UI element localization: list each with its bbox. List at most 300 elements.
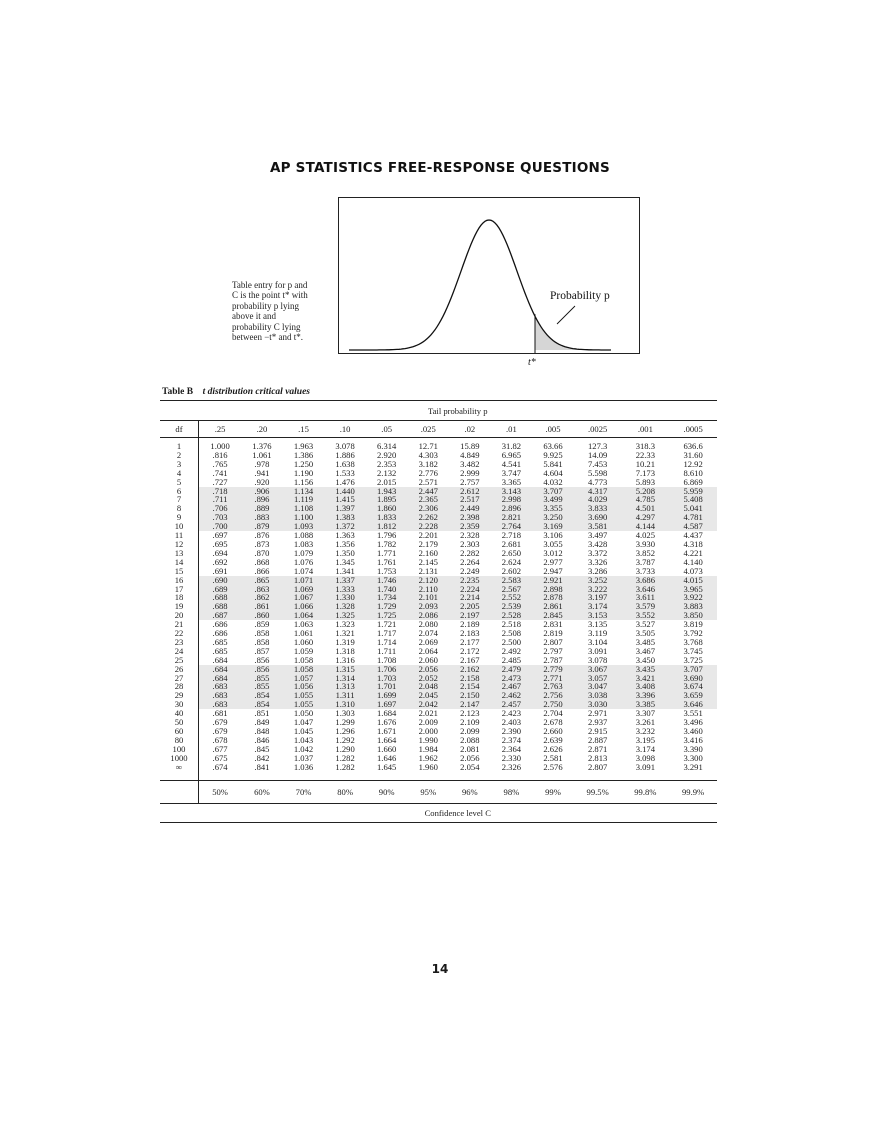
critical-value-cell: 1.067 [283, 593, 325, 602]
critical-value-cell: 1.415 [324, 495, 366, 504]
critical-value-cell: 1.064 [283, 611, 325, 620]
critical-value-cell: 1.703 [366, 674, 408, 683]
critical-value-cell: 2.080 [418, 619, 438, 630]
table-row [160, 451, 717, 460]
critical-value-cell: 1.079 [293, 547, 314, 558]
critical-value-cell: 1.074 [293, 565, 314, 576]
critical-value-cell: 1.319 [335, 636, 355, 647]
table-row [160, 504, 717, 513]
critical-value-cell: 3.527 [635, 619, 656, 630]
critical-value-cell: .862 [241, 593, 283, 602]
critical-value-cell: 3.930 [635, 538, 656, 549]
critical-value-cell: 3.833 [574, 504, 622, 513]
table-row [160, 656, 717, 665]
critical-value-cell: 2.249 [460, 565, 480, 576]
critical-value-cell: 2.920 [377, 449, 397, 460]
critical-value-cell: 1.345 [335, 556, 355, 567]
critical-value-cell: 3.396 [622, 691, 670, 700]
critical-value-cell: 3.135 [587, 619, 608, 630]
critical-value-cell: 3.078 [587, 654, 608, 665]
critical-value-cell: 2.150 [449, 691, 491, 700]
critical-value-cell: 3.106 [543, 530, 563, 541]
critical-value-cell: 2.797 [543, 645, 563, 656]
critical-value-cell: 3.883 [669, 602, 717, 611]
df-cell: 17 [160, 585, 199, 594]
tail-probability-header: .25 [199, 421, 242, 438]
critical-value-cell: 3.747 [501, 467, 522, 478]
critical-value-cell: .684 [212, 654, 228, 665]
critical-value-cell: 2.898 [532, 585, 574, 594]
critical-value-cell: 2.009 [418, 717, 438, 728]
critical-value-cell: 2.718 [501, 530, 522, 541]
critical-value-cell: 2.896 [491, 504, 533, 513]
critical-value-cell: 3.551 [683, 708, 703, 719]
t-distribution-table [160, 400, 717, 823]
critical-value-cell: 2.887 [587, 734, 608, 745]
critical-value-cell: 1.047 [293, 717, 314, 728]
critical-value-cell: 2.449 [449, 504, 491, 513]
critical-value-cell: 1.984 [418, 743, 438, 754]
critical-value-cell: 3.286 [587, 565, 608, 576]
critical-value-cell: .674 [212, 761, 228, 772]
critical-value-cell: 1.316 [335, 654, 355, 665]
critical-value-cell: 2.086 [407, 611, 449, 620]
critical-value-cell: 2.390 [501, 726, 522, 736]
critical-value-cell: .675 [212, 752, 228, 763]
critical-value-cell: 1.895 [366, 495, 408, 504]
critical-value-cell: 2.602 [501, 565, 522, 576]
df-cell: ∞ [160, 763, 199, 780]
page-number: 14 [431, 962, 449, 976]
critical-value-cell: 31.60 [683, 449, 703, 460]
critical-value-cell: 2.485 [501, 654, 522, 665]
df-cell: 24 [160, 647, 199, 656]
critical-value-cell: 1.697 [366, 700, 408, 709]
critical-value-cell: 1.055 [283, 700, 325, 709]
df-cell: 27 [160, 674, 199, 683]
caption-line: probability p lying [232, 300, 299, 311]
critical-value-cell: 4.032 [543, 476, 563, 487]
critical-value-cell: 3.416 [683, 734, 703, 745]
critical-value-cell: .700 [199, 522, 242, 531]
caption-line: Table entry for p and [232, 280, 308, 290]
critical-value-cell: 1.376 [252, 441, 272, 451]
critical-value-cell: .845 [254, 743, 270, 754]
critical-value-cell: 2.583 [491, 576, 533, 585]
critical-value-cell: 5.893 [635, 476, 656, 487]
critical-value-cell: 4.025 [635, 530, 656, 541]
critical-value-cell: 2.576 [543, 761, 563, 772]
critical-value-cell: 2.056 [407, 665, 449, 674]
critical-value-cell: .681 [212, 708, 228, 719]
critical-value-cell: 3.252 [574, 576, 622, 585]
critical-value-cell: 2.500 [501, 636, 522, 647]
critical-value-cell: 1.093 [283, 522, 325, 531]
table-row [160, 478, 717, 487]
probability-label: Probability p [550, 290, 610, 302]
critical-value-cell: 2.282 [460, 547, 480, 558]
df-cell: 50 [160, 718, 199, 727]
critical-value-cell: .683 [199, 682, 242, 691]
critical-value-cell: .688 [199, 593, 242, 602]
tail-probability-header: .15 [283, 421, 325, 438]
critical-value-cell: 5.841 [543, 458, 563, 469]
critical-value-cell: 1.076 [293, 556, 314, 567]
critical-value-cell: 1.313 [324, 682, 366, 691]
confidence-level-cell: 50% [199, 780, 242, 803]
critical-value-cell: 3.965 [669, 585, 717, 594]
critical-value-cell: 1.533 [335, 467, 355, 478]
critical-value-cell: 2.081 [460, 743, 480, 754]
critical-value-cell: 2.177 [460, 636, 480, 647]
critical-value-cell: 1.100 [283, 513, 325, 522]
critical-value-cell: 2.052 [407, 674, 449, 683]
critical-value-cell: 2.467 [491, 682, 533, 691]
critical-value-cell: .692 [212, 556, 228, 567]
df-cell: 30 [160, 700, 199, 709]
critical-value-cell: .842 [254, 752, 270, 763]
critical-value-cell: 1.330 [324, 593, 366, 602]
critical-value-cell: 2.518 [501, 619, 522, 630]
critical-value-cell: 8.610 [683, 467, 703, 478]
critical-value-cell: 1.156 [293, 476, 314, 487]
critical-value-cell: 2.624 [501, 556, 522, 567]
df-cell: 4 [160, 469, 199, 478]
critical-value-cell: 2.763 [532, 682, 574, 691]
critical-value-cell: 7.453 [587, 458, 608, 469]
df-cell: 8 [160, 504, 199, 513]
critical-value-cell: 1.061 [293, 628, 314, 639]
critical-value-cell: 3.355 [532, 504, 574, 513]
critical-value-cell: .689 [199, 585, 242, 594]
table-row [160, 620, 717, 629]
tail-probability-header: .025 [407, 421, 449, 438]
critical-value-cell: 12.92 [683, 458, 703, 469]
critical-value-cell: 2.750 [532, 700, 574, 709]
table-row [160, 638, 717, 647]
critical-value-cell: .873 [254, 538, 270, 549]
caption-line: above it and [232, 311, 276, 322]
critical-value-cell: 1.960 [418, 761, 438, 772]
critical-value-cell: 1.725 [366, 611, 408, 620]
critical-value-cell: .741 [212, 467, 228, 478]
critical-value-cell: 4.501 [622, 504, 670, 513]
critical-value-cell: 2.508 [501, 628, 522, 639]
critical-value-cell: 12.71 [418, 441, 438, 451]
critical-value-cell: 1.282 [335, 752, 355, 763]
df-header: df [160, 421, 199, 438]
critical-value-cell: 2.457 [491, 700, 533, 709]
critical-value-cell: 4.849 [460, 449, 480, 460]
critical-value-cell: 2.021 [418, 708, 438, 719]
critical-value-cell: 3.819 [683, 619, 703, 630]
critical-value-cell: 1.066 [283, 602, 325, 611]
confidence-level-cell: 60% [241, 780, 283, 803]
critical-value-cell: 1.119 [283, 495, 325, 504]
critical-value-cell: 3.300 [683, 752, 703, 763]
critical-value-cell: 3.497 [587, 530, 608, 541]
critical-value-cell: 2.179 [418, 538, 438, 549]
critical-value-cell: 1.108 [283, 504, 325, 513]
table-row [160, 674, 717, 683]
caption-line: probability C lying [232, 321, 301, 332]
confidence-level-cell: 99.8% [622, 780, 670, 803]
tail-probability-header: .001 [622, 421, 670, 438]
confidence-level-cell: 98% [491, 780, 533, 803]
critical-value-cell: 1.962 [418, 752, 438, 763]
df-cell: 5 [160, 478, 199, 487]
tail-probability-header: .20 [241, 421, 283, 438]
critical-value-cell: 2.064 [418, 645, 438, 656]
critical-value-cell: 1.088 [293, 530, 314, 541]
critical-value-cell: .861 [241, 602, 283, 611]
critical-value-cell: 1.943 [366, 487, 408, 496]
critical-value-cell: 63.66 [543, 441, 563, 451]
critical-value-cell: 1.337 [324, 576, 366, 585]
tail-probability-header: .01 [491, 421, 533, 438]
critical-value-cell: 1.963 [293, 441, 314, 451]
confidence-level-cell: 80% [324, 780, 366, 803]
critical-value-cell: .859 [254, 619, 270, 630]
critical-value-cell: 2.262 [407, 513, 449, 522]
confidence-level-label: Confidence level C [199, 803, 718, 822]
df-cell: 60 [160, 727, 199, 736]
critical-value-cell: 2.517 [449, 495, 491, 504]
critical-value-cell: 1.771 [377, 547, 397, 558]
critical-value-cell: 1.311 [324, 691, 366, 700]
critical-value-cell: 1.714 [377, 636, 397, 647]
critical-value-cell: 1.711 [377, 645, 397, 656]
critical-value-cell: 2.776 [418, 467, 438, 478]
critical-value-cell: .679 [212, 726, 228, 736]
table-row [160, 700, 717, 709]
confidence-level-cell: 95% [407, 780, 449, 803]
critical-value-cell: 2.048 [407, 682, 449, 691]
critical-value-cell: 4.297 [622, 513, 670, 522]
critical-value-cell: 6.869 [683, 476, 703, 487]
critical-value-cell: 3.012 [543, 547, 563, 558]
df-cell: 6 [160, 487, 199, 496]
critical-value-cell: 15.89 [460, 441, 480, 451]
critical-value-cell: 636.6 [683, 441, 703, 451]
critical-value-cell: .863 [241, 585, 283, 594]
critical-value-cell: 3.174 [635, 743, 656, 754]
critical-value-cell: 3.232 [635, 726, 656, 736]
critical-value-cell: 2.101 [407, 593, 449, 602]
critical-value-cell: 2.145 [418, 556, 438, 567]
critical-value-cell: 4.318 [683, 538, 703, 549]
critical-value-cell: 2.971 [587, 708, 608, 719]
critical-value-cell: 2.871 [587, 743, 608, 754]
critical-value-cell: 1.069 [283, 585, 325, 594]
critical-value-cell: 1.684 [377, 708, 397, 719]
critical-value-cell: 1.383 [324, 513, 366, 522]
critical-value-cell: 2.224 [449, 585, 491, 594]
critical-value-cell: 2.328 [460, 530, 480, 541]
table-row [160, 487, 717, 496]
critical-value-cell: 3.067 [574, 665, 622, 674]
table-label: Table B [162, 387, 194, 397]
critical-value-cell: 1.753 [377, 565, 397, 576]
critical-value-cell: 6.314 [377, 441, 397, 451]
critical-value-cell: .879 [241, 522, 283, 531]
critical-value-cell: 9.925 [543, 449, 563, 460]
critical-value-cell: .855 [241, 674, 283, 683]
tail-probability-label: Tail probability p [199, 401, 718, 421]
table-row [160, 567, 717, 576]
critical-value-cell: 2.612 [449, 487, 491, 496]
critical-value-cell: 2.353 [377, 458, 397, 469]
df-cell: 25 [160, 656, 199, 665]
critical-value-cell: 2.999 [460, 467, 480, 478]
critical-value-cell: 1.303 [335, 708, 355, 719]
critical-value-cell: 3.098 [635, 752, 656, 763]
critical-value-cell: 1.325 [324, 611, 366, 620]
tail-probability-header: .05 [366, 421, 408, 438]
critical-value-cell: 3.579 [622, 602, 670, 611]
critical-value-cell: 2.042 [407, 700, 449, 709]
critical-value-cell: .866 [254, 565, 270, 576]
critical-value-cell: 2.093 [407, 602, 449, 611]
critical-value-cell: .876 [254, 530, 270, 541]
critical-value-cell: .848 [254, 726, 270, 736]
table-row [160, 585, 717, 594]
critical-value-cell: 2.088 [460, 734, 480, 745]
critical-value-cell: 2.764 [491, 522, 533, 531]
critical-value-cell: 2.947 [543, 565, 563, 576]
table-row [160, 754, 717, 763]
critical-value-cell: 1.083 [293, 538, 314, 549]
critical-value-cell: 1.796 [377, 530, 397, 541]
critical-value-cell: 2.473 [491, 674, 533, 683]
critical-value-cell: 2.000 [418, 726, 438, 736]
critical-value-cell: 3.611 [622, 593, 670, 602]
critical-value-cell: 2.074 [418, 628, 438, 639]
critical-value-cell: 1.341 [335, 565, 355, 576]
critical-value-cell: 2.364 [501, 743, 522, 754]
critical-value-cell: .711 [199, 495, 242, 504]
critical-value-cell: 4.073 [683, 565, 703, 576]
critical-value-cell: 2.197 [449, 611, 491, 620]
df-cell: 40 [160, 709, 199, 718]
critical-value-cell: 3.057 [574, 674, 622, 683]
critical-value-cell: .889 [241, 504, 283, 513]
critical-value-cell: 1.296 [335, 726, 355, 736]
critical-value-cell: 1.299 [335, 717, 355, 728]
critical-value-cell: .697 [212, 530, 228, 541]
critical-value-cell: .677 [212, 743, 228, 754]
critical-value-cell: 2.492 [501, 645, 522, 656]
critical-value-cell: 3.482 [460, 458, 480, 469]
critical-value-cell: .941 [254, 467, 270, 478]
critical-value-cell: 7.173 [635, 467, 656, 478]
table-row [160, 602, 717, 611]
critical-value-cell: 1.056 [283, 682, 325, 691]
critical-value-cell: 2.998 [491, 495, 533, 504]
critical-value-cell: 2.201 [418, 530, 438, 541]
critical-value-cell: 2.831 [543, 619, 563, 630]
critical-value-cell: 3.725 [683, 654, 703, 665]
confidence-level-cell: 96% [449, 780, 491, 803]
critical-value-cell: 318.3 [635, 441, 656, 451]
critical-value-cell: 3.922 [669, 593, 717, 602]
critical-value-cell: 1.058 [293, 654, 314, 665]
df-cell: 14 [160, 558, 199, 567]
critical-value-cell: .906 [241, 487, 283, 496]
critical-value-cell: .694 [212, 547, 228, 558]
critical-value-cell: 4.541 [501, 458, 522, 469]
critical-value-cell: 5.408 [669, 495, 717, 504]
critical-value-cell: 1.190 [293, 467, 314, 478]
critical-value-cell: 4.015 [669, 576, 717, 585]
critical-value-cell: 2.205 [449, 602, 491, 611]
critical-value-cell: 3.197 [574, 593, 622, 602]
critical-value-cell: 1.990 [418, 734, 438, 745]
critical-value-cell: 2.123 [460, 708, 480, 719]
critical-value-cell: 2.921 [532, 576, 574, 585]
table-row [160, 460, 717, 469]
critical-value-cell: 2.915 [587, 726, 608, 736]
critical-value-cell: .688 [199, 602, 242, 611]
critical-value-cell: 3.104 [587, 636, 608, 647]
critical-value-cell: 2.303 [460, 538, 480, 549]
df-cell: 21 [160, 620, 199, 629]
critical-value-cell: .868 [254, 556, 270, 567]
critical-value-cell: 2.183 [460, 628, 480, 639]
critical-value-cell: 3.174 [574, 602, 622, 611]
critical-value-cell: 1.699 [366, 691, 408, 700]
critical-value-cell: 1.664 [377, 734, 397, 745]
critical-value-cell: .854 [241, 691, 283, 700]
critical-value-cell: 2.330 [501, 752, 522, 763]
critical-value-cell: 3.467 [635, 645, 656, 656]
table-row [160, 549, 717, 558]
critical-value-cell: 2.160 [418, 547, 438, 558]
critical-value-cell: 3.768 [683, 636, 703, 647]
critical-value-cell: 1.729 [366, 602, 408, 611]
critical-value-cell: 3.030 [574, 700, 622, 709]
critical-value-cell: 3.153 [574, 611, 622, 620]
density-curve-graphic [339, 198, 639, 353]
table-row [160, 469, 717, 478]
table-name: t distribution critical values [202, 387, 310, 397]
critical-value-cell: 2.771 [532, 674, 574, 683]
critical-value-cell: 3.421 [622, 674, 670, 683]
critical-value-cell: 3.091 [587, 645, 608, 656]
df-cell: 12 [160, 540, 199, 549]
tail-probability-header: .0025 [574, 421, 622, 438]
critical-value-cell: .978 [254, 458, 270, 469]
t-star-label: t* [528, 357, 536, 368]
critical-value-cell: 2.015 [377, 476, 397, 487]
critical-value-cell: 2.650 [501, 547, 522, 558]
critical-value-cell: 2.235 [449, 576, 491, 585]
critical-value-cell: .856 [254, 654, 270, 665]
critical-value-cell: .870 [254, 547, 270, 558]
critical-value-cell: 3.659 [669, 691, 717, 700]
critical-value-cell: 2.172 [460, 645, 480, 656]
critical-value-cell: 1.314 [324, 674, 366, 683]
critical-value-cell: 1.386 [293, 449, 314, 460]
critical-value-cell: .856 [241, 665, 283, 674]
critical-value-cell: .883 [241, 513, 283, 522]
critical-value-cell: 5.208 [622, 487, 670, 496]
critical-value-cell: .684 [199, 665, 242, 674]
critical-value-cell: .718 [199, 487, 242, 496]
critical-value-cell: 1.701 [366, 682, 408, 691]
critical-value-cell: 3.143 [491, 487, 533, 496]
tail-probability-header: .02 [449, 421, 491, 438]
